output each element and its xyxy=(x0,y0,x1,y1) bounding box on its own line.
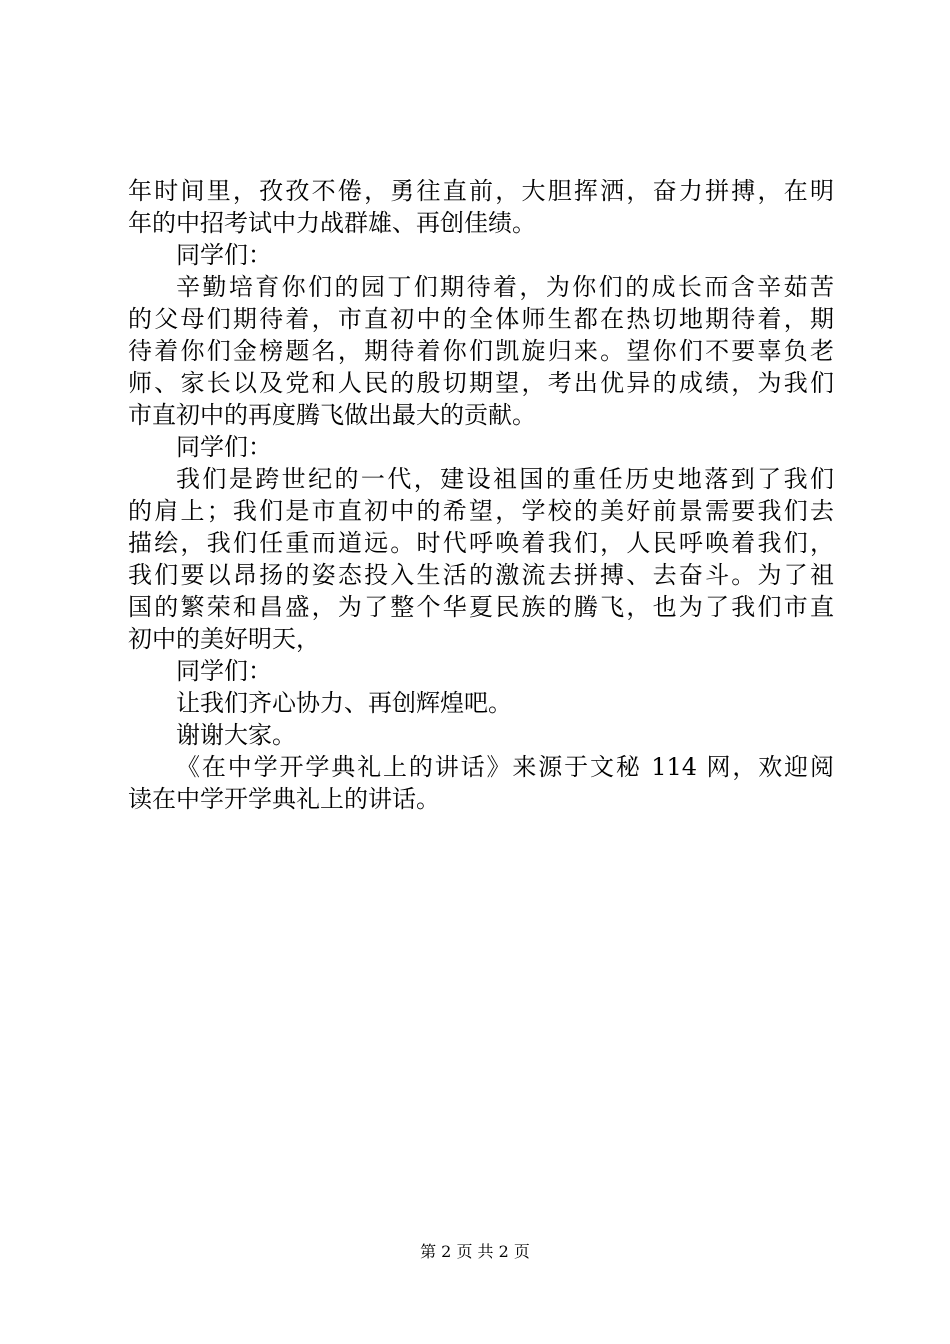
document-body xyxy=(128,175,834,815)
paragraph-line: 年时间里，孜孜不倦，勇往直前，大胆挥洒，奋力拼搏，在明 xyxy=(128,177,834,205)
paragraph-line: 同学们： xyxy=(176,433,272,461)
paragraph-line: 同学们： xyxy=(176,241,272,269)
paragraph-line: 的父母们期待着，市直初中的全体师生都在热切地期待着，期 xyxy=(128,305,834,333)
paragraph-line: 师、家长以及党和人民的殷切期望，考出优异的成绩，为我们 xyxy=(128,369,834,397)
paragraph-line: 描绘，我们任重而道远。时代呼唤着我们，人民呼唤着我们， xyxy=(128,529,834,557)
page-footer: 第 2 页 共 2 页 xyxy=(420,1242,530,1261)
paragraph-line: 的肩上；我们是市直初中的希望，学校的美好前景需要我们去 xyxy=(128,497,834,525)
paragraph-line: 国的繁荣和昌盛，为了整个华夏民族的腾飞，也为了我们市直 xyxy=(128,593,834,621)
paragraph-line: 读在中学开学典礼上的讲话。 xyxy=(128,785,440,813)
paragraph-line: 待着你们金榜题名，期待着你们凯旋归来。望你们不要辜负老 xyxy=(128,337,834,365)
paragraph-line: 《在中学开学典礼上的讲话》来源于文秘 114 网，欢迎阅 xyxy=(176,753,834,781)
paragraph-line: 市直初中的再度腾飞做出最大的贡献。 xyxy=(128,401,536,429)
paragraph-line: 年的中招考试中力战群雄、再创佳绩。 xyxy=(128,209,536,237)
paragraph-line: 让我们齐心协力、再创辉煌吧。 xyxy=(176,689,512,717)
paragraph-line: 辛勤培育你们的园丁们期待着，为你们的成长而含辛茹苦 xyxy=(176,273,834,301)
paragraph-line: 谢谢大家。 xyxy=(176,721,296,749)
paragraph-line: 同学们： xyxy=(176,657,272,685)
paragraph-line: 我们是跨世纪的一代，建设祖国的重任历史地落到了我们 xyxy=(176,465,834,493)
paragraph-line: 我们要以昂扬的姿态投入生活的激流去拼搏、去奋斗。为了祖 xyxy=(128,561,834,589)
paragraph-line: 初中的美好明天， xyxy=(128,625,320,653)
